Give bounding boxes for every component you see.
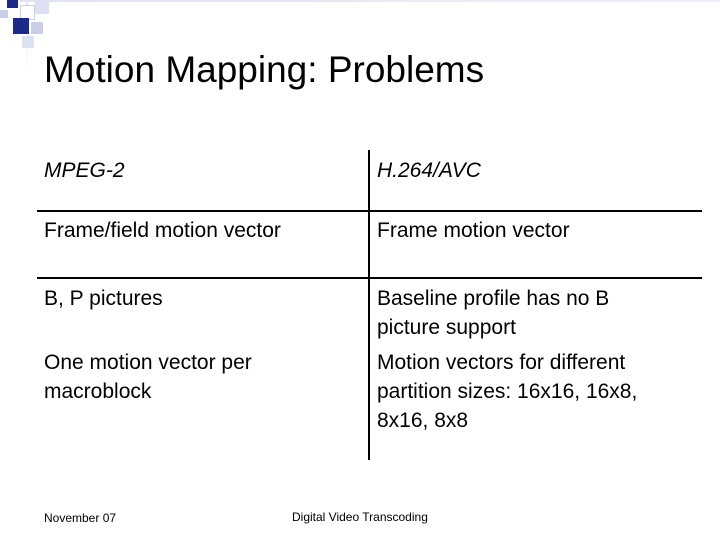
footer-date: November 07 (44, 511, 117, 525)
top-decor-line (20, 0, 720, 2)
row-divider (37, 277, 702, 279)
table-header: H.264/AVC (377, 159, 481, 182)
table-cell: Frame motion vector (377, 219, 570, 242)
decor-square (31, 22, 43, 34)
page-title: Motion Mapping: Problems (44, 49, 485, 90)
table-cell: Frame/field motion vector (44, 219, 281, 242)
row-divider (37, 210, 702, 212)
decor-square (22, 36, 34, 48)
column-divider (368, 150, 370, 460)
table-cell: Baseline profile has no B picture support (377, 287, 610, 339)
decor-square (0, 10, 8, 18)
table-cell: Motion vectors for different partition sizes: 16x16, 16x8, 8x16, 8x8 (377, 351, 638, 432)
decor-square (35, 0, 49, 14)
table-cell: One motion vector per macroblock (44, 351, 252, 403)
decor-square (7, 0, 18, 8)
decor-square (13, 18, 29, 34)
table-cell: B, P pictures (44, 287, 163, 310)
footer-subject: Digital Video Transcoding (292, 510, 428, 524)
table-header: MPEG-2 (44, 159, 125, 182)
